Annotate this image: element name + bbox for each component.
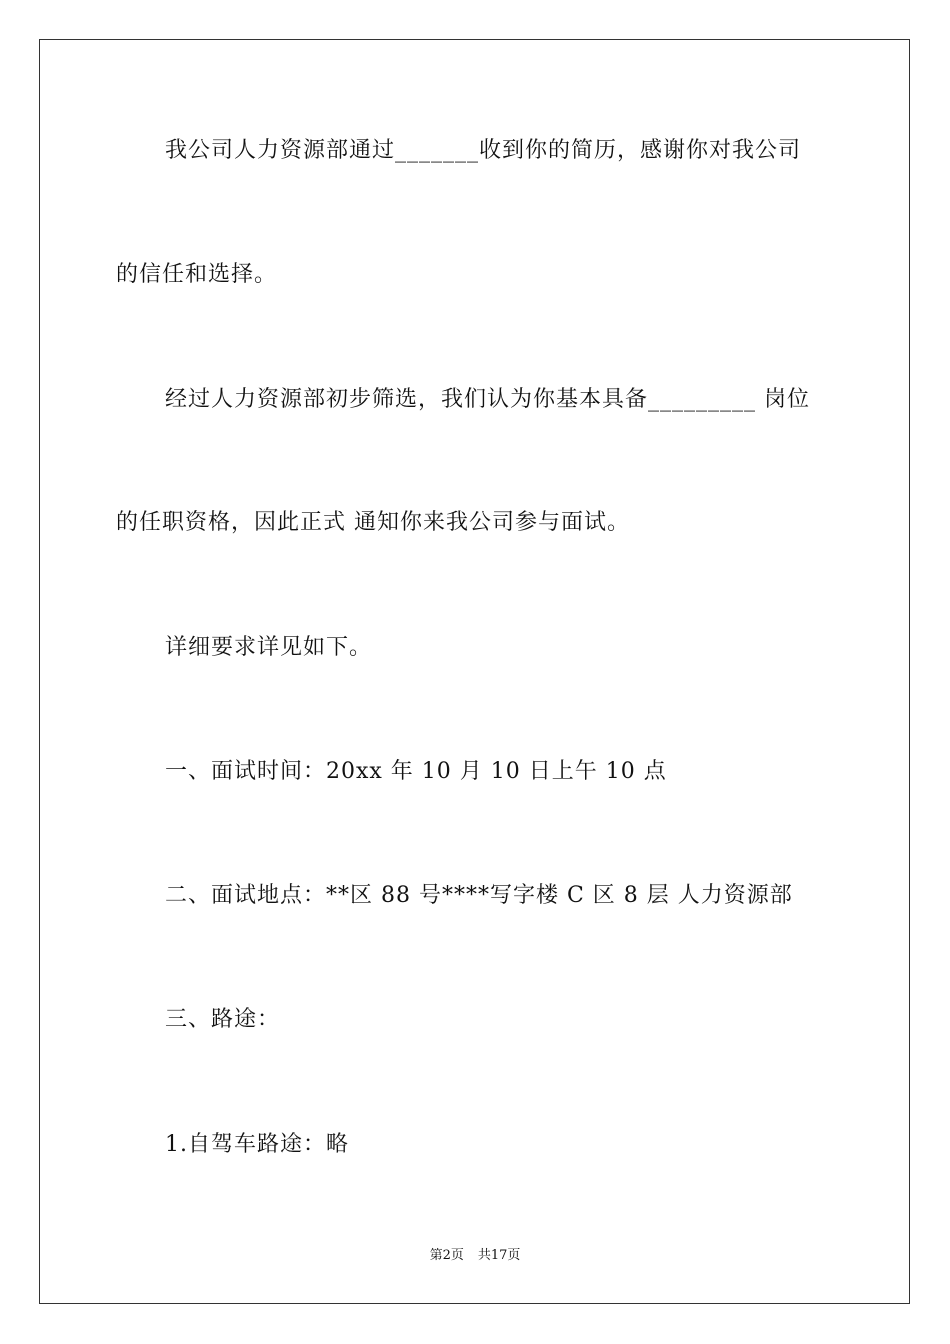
page-frame <box>39 39 910 1304</box>
paragraph-text: 的信任和选择。 <box>116 262 278 287</box>
paragraph-text: 经过人力资源部初步筛选，我们认为你基本具备_________ 岗位 <box>165 387 810 412</box>
page-number-total: 共17页 <box>477 1248 521 1263</box>
interview-time: 一、面试时间：20xx 年 10 月 10 日上午 10 点 <box>165 759 667 784</box>
paragraph-line <box>0 385 950 415</box>
paragraph-line <box>0 508 950 538</box>
route-heading: 三、路途： <box>165 1007 281 1032</box>
list-item <box>0 881 950 911</box>
paragraph-text: 的任职资格，因此正式 通知你来我公司参与面试。 <box>116 510 630 535</box>
route-driving: 1.自驾车路途：略 <box>165 1132 349 1157</box>
interview-location: 二、面试地点：**区 88 号****写字楼 C 区 8 层 人力资源部 <box>165 883 793 908</box>
page-number-current: 第2页 <box>429 1248 464 1263</box>
list-item <box>0 757 950 787</box>
paragraph-line <box>0 260 950 290</box>
paragraph-line <box>0 633 950 663</box>
paragraph-text: 详细要求详见如下。 <box>165 635 373 660</box>
paragraph-line <box>0 136 950 166</box>
list-item <box>0 1005 950 1035</box>
list-item <box>0 1130 950 1160</box>
paragraph-text: 我公司人力资源部通过_______收到你的简历，感谢你对我公司 <box>165 138 802 163</box>
page-footer <box>0 1247 950 1265</box>
